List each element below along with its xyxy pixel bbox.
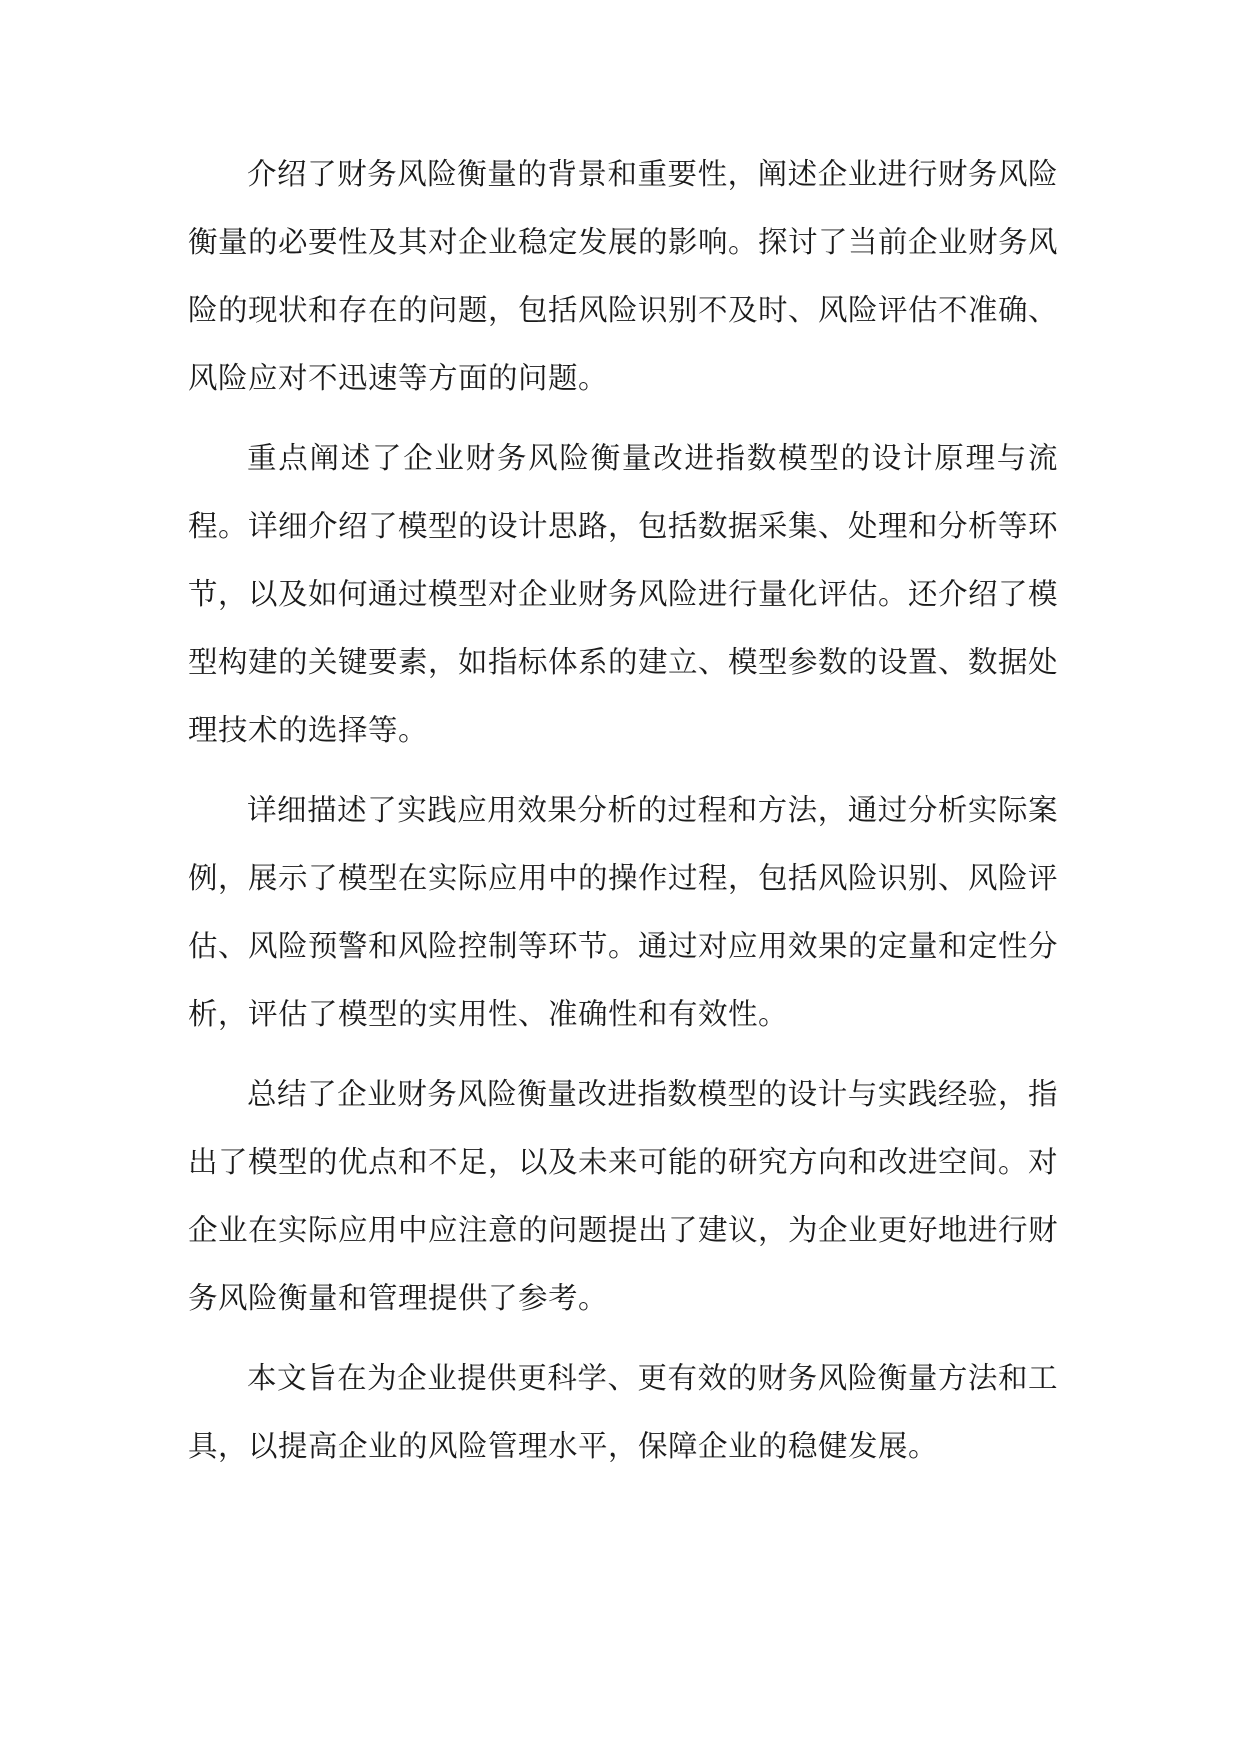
paragraph-application-analysis: 详细描述了实践应用效果分析的过程和方法，通过分析实际案例，展示了模型在实际应用中的操作过程，包括风险识别、风险评估、风险预警和风险控制等环节。通过对应用效果的定量和定性分析，评估了模型的实用性、准确性和有效性。 (188, 793, 1059, 1031)
paragraph-model-design: 重点阐述了企业财务风险衡量改进指数模型的设计原理与流程。详细介绍了模型的设计思路，包括数据采集、处理和分析等环节，以及如何通过模型对企业财务风险进行量化评估。还介绍了模型构建的关键要素，如指标体系的建立、模型参数的设置、数据处理技术的选择等。 (188, 441, 1059, 747)
paragraph-summary: 总结了企业财务风险衡量改进指数模型的设计与实践经验，指出了模型的优点和不足，以及未来可能的研究方向和改进空间。对企业在实际应用中应注意的问题提出了建议，为企业更好地进行财务风险衡量和管理提供了参考。 (188, 1077, 1059, 1315)
paragraph-purpose: 本文旨在为企业提供更科学、更有效的财务风险衡量方法和工具，以提高企业的风险管理水平，保障企业的稳健发展。 (188, 1361, 1058, 1463)
document-body (188, 140, 1058, 1492)
paragraph-background: 介绍了财务风险衡量的背景和重要性，阐述企业进行财务风险衡量的必要性及其对企业稳定发展的影响。探讨了当前企业财务风险的现状和存在的问题，包括风险识别不及时、风险评估不准确、风险应对不迅速等方面的问题。 (188, 157, 1059, 395)
